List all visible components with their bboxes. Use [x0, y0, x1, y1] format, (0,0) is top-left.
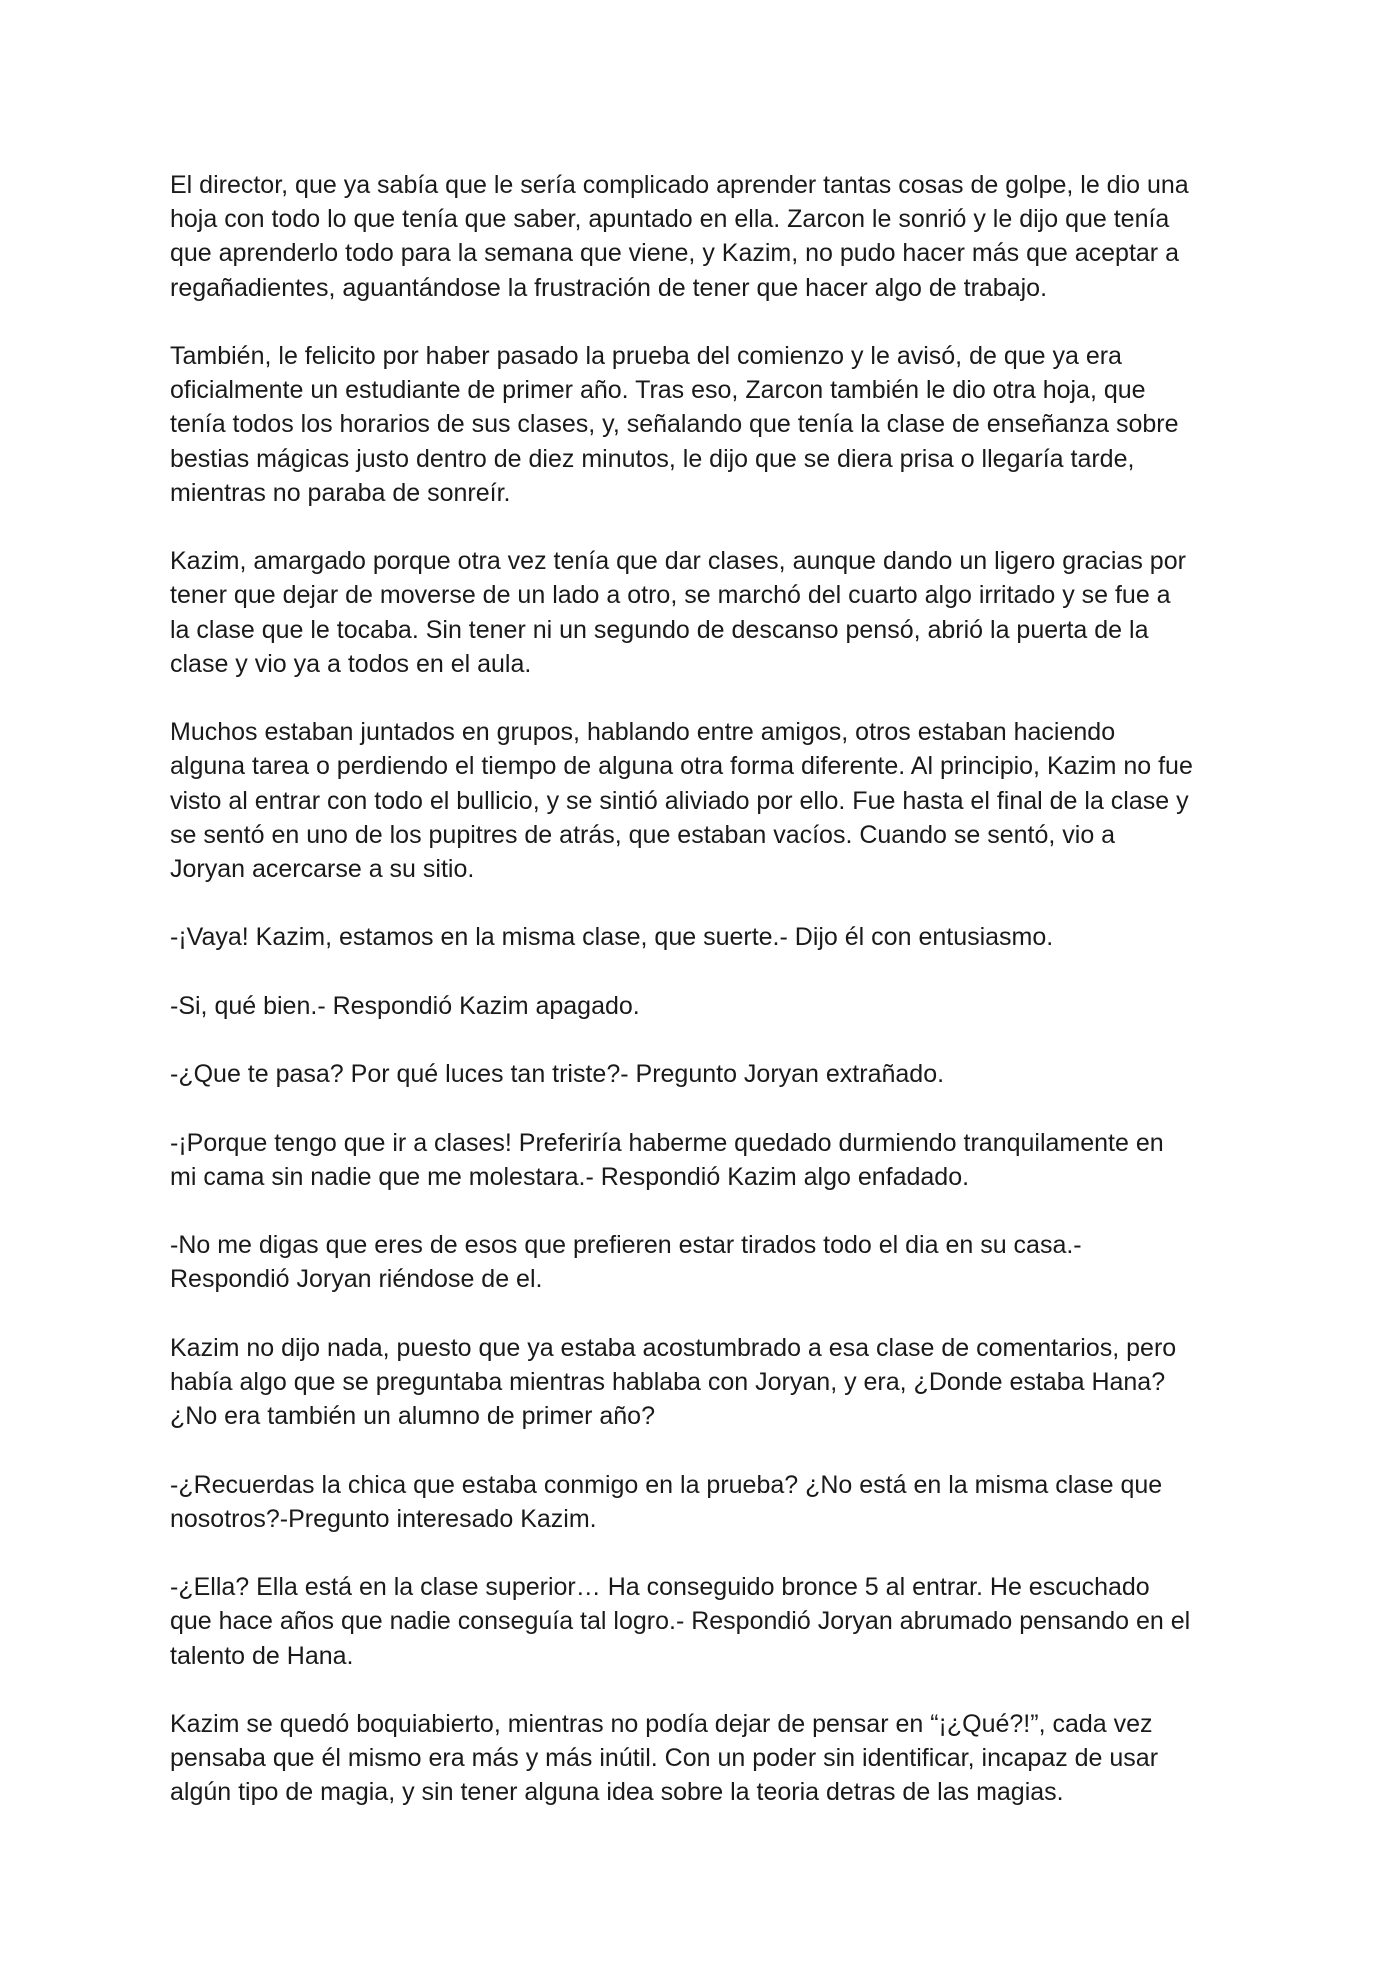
dialogue-line: -Si, qué bien.- Respondió Kazim apagado.: [170, 991, 640, 1020]
document-body: [170, 168, 1230, 1844]
dialogue-line: -¡Vaya! Kazim, estamos en la misma clase, que suerte.- Dijo él con entusiasmo.: [170, 923, 1054, 952]
dialogue-line: -¡Porque tengo que ir a clases! Preferiría haberme quedado durmiendo tranquilamente en mi cama sin nadie que me molestara.- Respondió Kazim algo enfadado.: [170, 1128, 1164, 1191]
dialogue-line: -¿Recuerdas la chica que estaba conmigo en la prueba? ¿No está en la misma clase que nosotros?-Pregunto interesado Kazim.: [170, 1470, 1163, 1533]
dialogue-line: -No me digas que eres de esos que prefieren estar tirados todo el dia en su casa.- Respondió Joryan riéndose de el.: [170, 1231, 1082, 1294]
paragraph: Kazim, amargado porque otra vez tenía que dar clases, aunque dando un ligero gracias por tener que dejar de moverse de un lado a otro, se marchó del cuarto algo irritado y se fue a la clase que le tocaba. Sin tener ni un segundo de descanso pensó, abrió la puerta de la clase y vio ya a todos en el aula.: [170, 547, 1186, 678]
dialogue-line: -¿Que te pasa? Por qué luces tan triste?- Pregunto Joryan extrañado.: [170, 1060, 945, 1089]
dialogue-line: -¿Ella? Ella está en la clase superior… Ha conseguido bronce 5 al entrar. He escuchado que hace años que nadie conseguía tal logro.- Respondió Joryan abrumado pensando en el talento de Hana.: [170, 1573, 1191, 1670]
paragraph: El director, que ya sabía que le sería complicado aprender tantas cosas de golpe, le dio una hoja con todo lo que tenía que saber, apuntado en ella. Zarcon le sonrió y le dijo que tenía que aprenderlo todo para la semana que viene, y Kazim, no pudo hacer más que aceptar a regañadientes, aguantándose la frustración de tener que hacer algo de trabajo.: [170, 171, 1189, 302]
paragraph: Kazim no dijo nada, puesto que ya estaba acostumbrado a esa clase de comentarios, pero había algo que se preguntaba mientras hablaba con Joryan, y era, ¿Donde estaba Hana? ¿No era también un alumno de primer año?: [170, 1333, 1177, 1431]
paragraph: Kazim se quedó boquiabierto, mientras no podía dejar de pensar en “¡¿Qué?!”, cada vez pensaba que él mismo era más y más inútil. Con un poder sin identificar, incapaz de usar algún tipo de magia, y sin tener alguna idea sobre la teoria detras de las magias.: [170, 1709, 1159, 1807]
paragraph: Muchos estaban juntados en grupos, hablando entre amigos, otros estaban haciendo alguna tarea o perdiendo el tiempo de alguna otra forma diferente. Al principio, Kazim no fue visto al entrar con todo el bullicio, y se sintió aliviado por ello. Fue hasta el final de la clase y se sentó en uno de los pupitres de atrás, que estaban vacíos. Cuando se sentó, vio a Joryan acercarse a su sitio.: [170, 718, 1193, 884]
paragraph: También, le felicito por haber pasado la prueba del comienzo y le avisó, de que ya era oficialmente un estudiante de primer año. Tras eso, Zarcon también le dio otra hoja, que tenía todos los horarios de sus clases, y, señalando que tenía la clase de enseñanza sobre bestias mágicas justo dentro de diez minutos, le dijo que se diera prisa o llegaría tarde, mientras no paraba de sonreír.: [170, 342, 1179, 507]
